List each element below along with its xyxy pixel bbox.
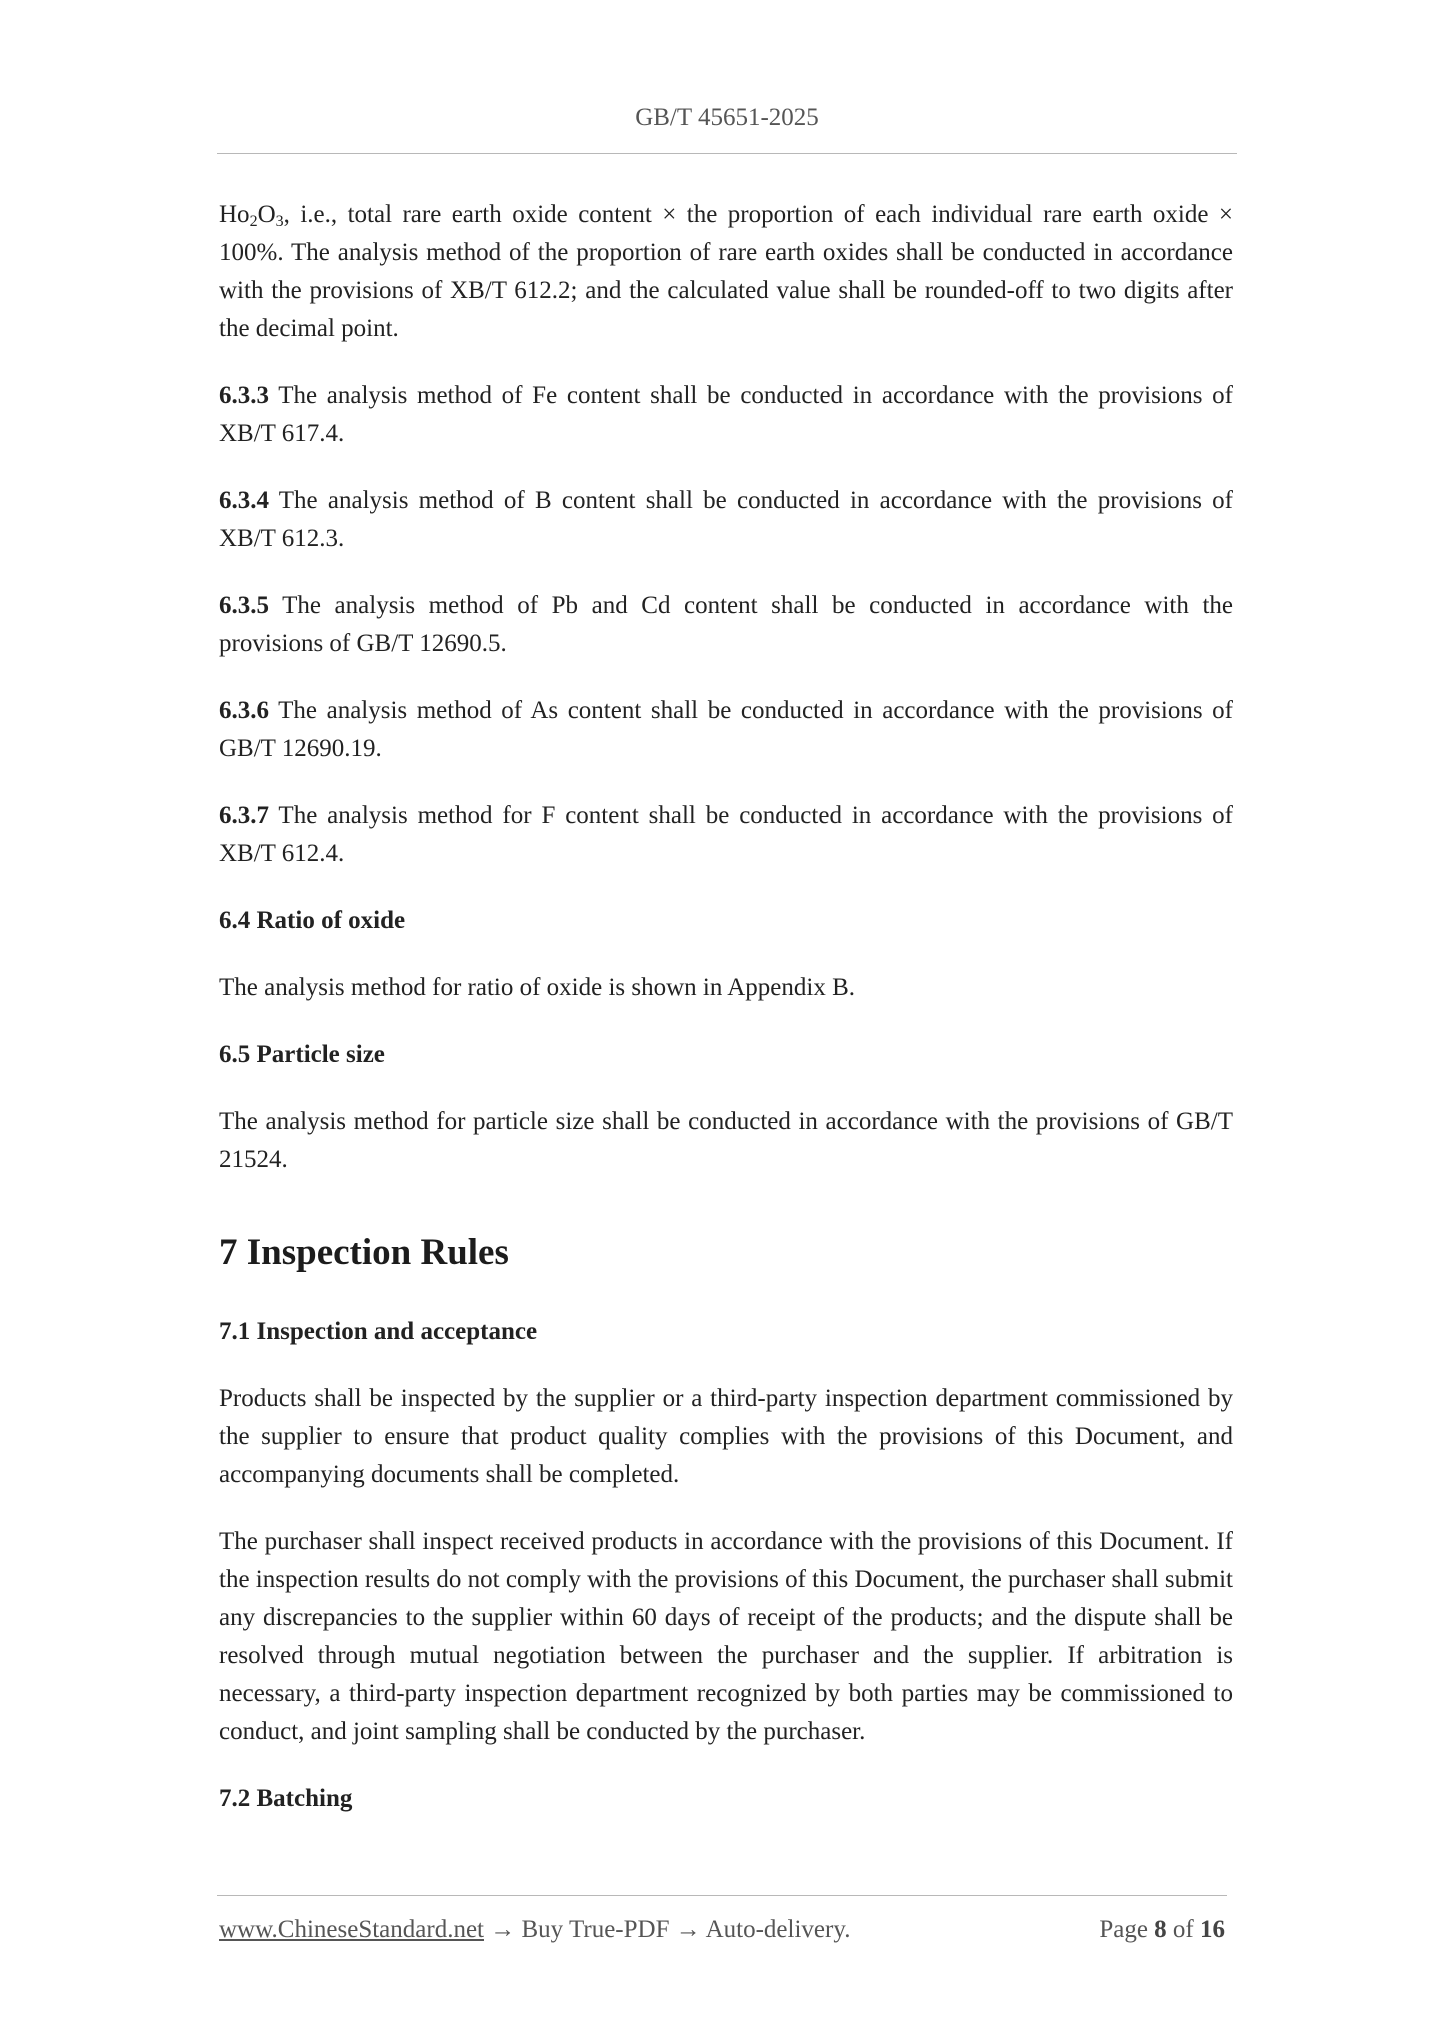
continued-paragraph-text: , i.e., total rare earth oxide content × the proportion of each individual rare earth oxide × 100%. The analysis method of the proportion of rare earth oxides shall be conducted in accordance with the provisions of XB/T 612.2; and the calculated value shall be rounded-off to two digits after the decimal point. — [219, 201, 1233, 342]
formula-subscript-2: 2 — [249, 213, 258, 230]
clause-6-3-4 — [219, 482, 1233, 558]
section-7-1-paragraph-2: The purchaser shall inspect received products in accordance with the provisions of this Document. If the inspection results do not comply with the provisions of this Document, the purchaser shall submit any discrepancies to the supplier within 60 days of receipt of the products; and the dispute shall be resolved through mutual negotiation between the purchaser and the supplier. If arbitration is necessary, a third-party inspection department recognized by both parties may be commissioned to conduct, and joint sampling shall be conducted by the purchaser. — [219, 1528, 1233, 1745]
document-code-header: GB/T 45651-2025 — [635, 104, 819, 131]
formula-subscript-3: 3 — [275, 213, 284, 230]
clause-text: The analysis method for F content shall be conducted in accordance with the provisions of XB/T 612.4. — [219, 802, 1233, 867]
total-pages: 16 — [1200, 1916, 1225, 1943]
clause-number: 6.3.4 — [219, 487, 269, 514]
clause-number: 6.3.7 — [219, 802, 269, 829]
formula-ho: Ho — [219, 201, 250, 228]
clause-text: The analysis method of Pb and Cd content shall be conducted in accordance with the provisions of GB/T 12690.5. — [219, 592, 1233, 657]
clause-text: The analysis method of Fe content shall be conducted in accordance with the provisions of XB/T 617.4. — [219, 382, 1233, 447]
clause-6-3-3 — [219, 377, 1233, 453]
clause-6-3-7 — [219, 797, 1233, 873]
header-divider — [217, 153, 1237, 154]
section-7-2-heading: 7.2 Batching — [219, 1785, 353, 1812]
clause-text: The analysis method of As content shall be conducted in accordance with the provisions of GB/T 12690.19. — [219, 697, 1233, 762]
clause-6-3-6 — [219, 692, 1233, 768]
clause-number: 6.3.5 — [219, 592, 269, 619]
auto-delivery-text: Auto-delivery. — [705, 1916, 851, 1943]
website-link[interactable]: www.ChineseStandard.net — [219, 1916, 484, 1943]
clause-text: The analysis method of B content shall be conducted in accordance with the provisions of XB/T 612.3. — [219, 487, 1233, 552]
footer-promo — [219, 1916, 850, 1944]
clause-6-3-5 — [219, 587, 1233, 663]
section-6-5-text: The analysis method for particle size shall be conducted in accordance with the provisions of GB/T 21524. — [219, 1108, 1233, 1173]
clause-number: 6.3.6 — [219, 697, 269, 724]
section-7-1-heading: 7.1 Inspection and acceptance — [219, 1318, 538, 1345]
arrow-icon: → — [484, 1916, 522, 1943]
current-page: 8 — [1154, 1916, 1167, 1943]
arrow-icon: → — [669, 1916, 706, 1943]
buy-true-pdf-text: Buy True-PDF — [521, 1916, 670, 1943]
clause-number: 6.3.3 — [219, 382, 269, 409]
of-label: of — [1172, 1916, 1194, 1943]
footer-divider — [217, 1895, 1227, 1896]
section-6-5-heading: 6.5 Particle size — [219, 1041, 385, 1068]
section-7-1-paragraph-1: Products shall be inspected by the supplier or a third-party inspection department commissioned by the supplier to ensure that product quality complies with the provisions of this Document, and accompanying documents shall be completed. — [219, 1385, 1233, 1488]
chapter-7-heading: 7 Inspection Rules — [219, 1232, 509, 1273]
formula-o: O — [257, 201, 276, 228]
section-6-4-heading: 6.4 Ratio of oxide — [219, 907, 406, 934]
section-6-4-text: The analysis method for ratio of oxide is shown in Appendix B. — [219, 974, 856, 1001]
continued-paragraph — [219, 196, 1233, 348]
page-label: Page — [1099, 1916, 1148, 1943]
page-content — [219, 196, 1233, 1818]
page-number — [1099, 1916, 1225, 1944]
